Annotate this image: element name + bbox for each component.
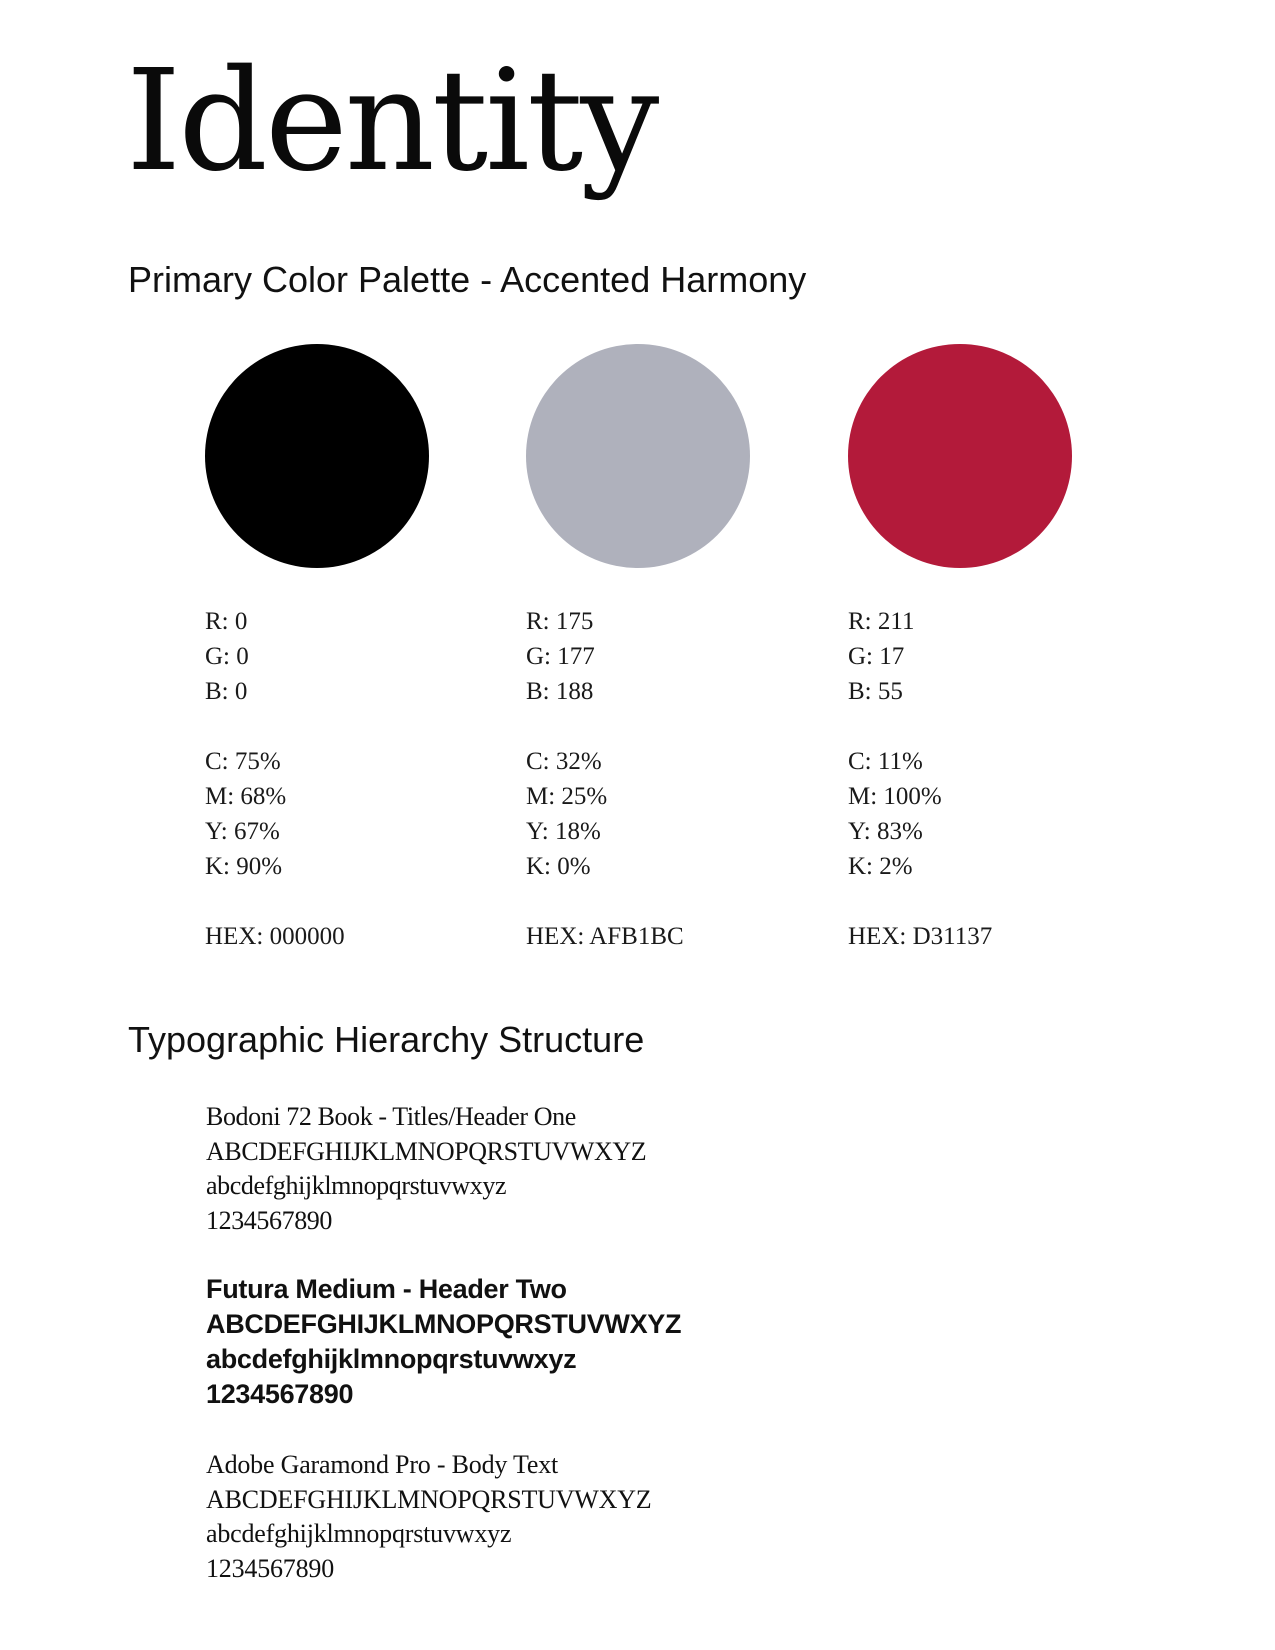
uppercase-sample: ABCDEFGHIJKLMNOPQRSTUVWXYZ	[206, 1484, 652, 1514]
palette-heading: Primary Color Palette - Accented Harmony	[128, 259, 807, 300]
rgb-blue-value: B: 0	[205, 678, 248, 705]
cmyk-cyan-value: C: 11%	[848, 748, 923, 775]
swatch-circle	[205, 344, 429, 568]
swatch-black	[205, 344, 445, 954]
rgb-blue-value: B: 188	[526, 678, 594, 705]
spacer	[848, 709, 1088, 744]
rgb-blue-value: B: 55	[848, 678, 903, 705]
cmyk-magenta-value: M: 68%	[205, 783, 287, 810]
cmyk-magenta-value: M: 100%	[848, 783, 942, 810]
lowercase-sample: abcdefghijklmnopqrstuvwxyz	[206, 1344, 577, 1374]
digits-sample: 1234567890	[206, 1205, 333, 1235]
rgb-green-value: G: 17	[848, 643, 905, 670]
lowercase-sample: abcdefghijklmnopqrstuvwxyz	[206, 1171, 507, 1200]
rgb-red-value: R: 0	[205, 608, 248, 635]
typeface-label: Bodoni 72 Book - Titles/Header One	[206, 1102, 576, 1131]
swatch-values	[848, 604, 1088, 954]
cmyk-yellow-value: Y: 83%	[848, 818, 923, 845]
lowercase-sample: abcdefghijklmnopqrstuvwxyz	[206, 1519, 512, 1548]
hex-value: HEX: D31137	[848, 923, 993, 950]
uppercase-sample: ABCDEFGHIJKLMNOPQRSTUVWXYZ	[206, 1309, 682, 1339]
swatch-values	[526, 604, 766, 954]
typography-heading: Typographic Hierarchy Structure	[128, 1019, 645, 1060]
rgb-red-value: R: 211	[848, 608, 915, 635]
swatch-red	[848, 344, 1088, 954]
rgb-green-value: G: 0	[205, 643, 249, 670]
typeface-specimen-body	[206, 1448, 651, 1586]
cmyk-yellow-value: Y: 18%	[526, 818, 601, 845]
swatch-circle	[848, 344, 1072, 568]
page-title: Identity	[126, 40, 657, 203]
spacer	[848, 884, 1088, 919]
swatch-circle	[526, 344, 750, 568]
rgb-red-value: R: 175	[526, 608, 594, 635]
swatch-values	[205, 604, 445, 954]
spacer	[526, 884, 766, 919]
cmyk-key-value: K: 2%	[848, 853, 913, 880]
cmyk-key-value: K: 0%	[526, 853, 591, 880]
uppercase-sample: ABCDEFGHIJKLMNOPQRSTUVWXYZ	[206, 1136, 647, 1166]
typeface-specimen-header-two	[206, 1272, 681, 1412]
cmyk-magenta-value: M: 25%	[526, 783, 608, 810]
swatch-gray	[526, 344, 766, 954]
cmyk-key-value: K: 90%	[205, 853, 283, 880]
digits-sample: 1234567890	[206, 1379, 354, 1409]
rgb-green-value: G: 177	[526, 643, 595, 670]
typeface-label: Futura Medium - Header Two	[206, 1274, 567, 1304]
cmyk-cyan-value: C: 32%	[526, 748, 602, 775]
typeface-label: Adobe Garamond Pro - Body Text	[206, 1450, 559, 1479]
cmyk-cyan-value: C: 75%	[205, 748, 281, 775]
typeface-specimen-header-one	[206, 1100, 646, 1238]
cmyk-yellow-value: Y: 67%	[205, 818, 280, 845]
digits-sample: 1234567890	[206, 1553, 335, 1583]
hex-value: HEX: 000000	[205, 923, 345, 950]
spacer	[205, 884, 445, 919]
hex-value: HEX: AFB1BC	[526, 923, 684, 950]
spacer	[205, 709, 445, 744]
spacer	[526, 709, 766, 744]
